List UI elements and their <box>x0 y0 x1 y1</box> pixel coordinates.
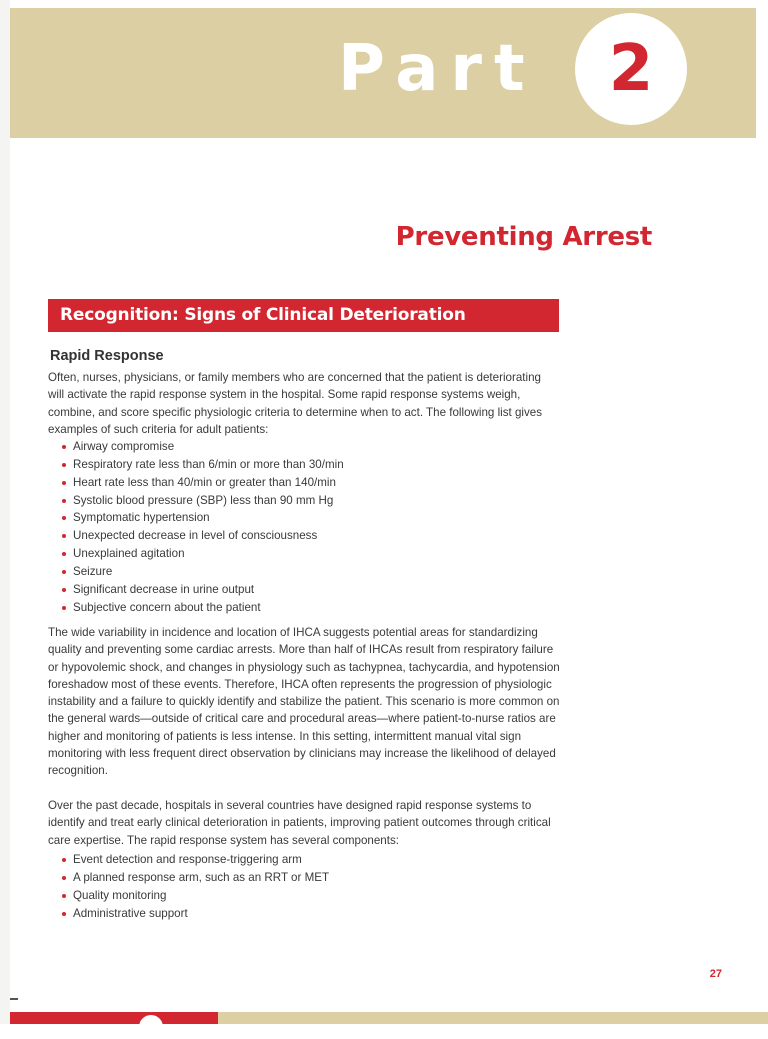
list-item: Systolic blood pressure (SBP) less than 90 mm Hg <box>48 492 560 510</box>
list-item: Unexplained agitation <box>48 545 560 563</box>
list-item: Symptomatic hypertension <box>48 509 560 527</box>
page-number: 27 <box>709 968 722 980</box>
criteria-list-block <box>48 438 560 616</box>
list-item: Administrative support <box>48 905 560 923</box>
intro-paragraph: Often, nurses, physicians, or family members who are concerned that the patient is deteriorating will activate the rapid response system in the hospital. Some rapid response systems weigh, combine, and score specific physiologic criteria to determine when to act. The following list gives examples of such criteria for adult patients: <box>48 371 543 436</box>
list-item: Unexpected decrease in level of consciousness <box>48 527 560 545</box>
page-left-edge <box>0 0 10 1024</box>
section-title: Recognition: Signs of Clinical Deterioration <box>60 305 466 325</box>
list-item: Seizure <box>48 563 560 581</box>
list-item: Significant decrease in urine output <box>48 581 560 599</box>
list-item: Subjective concern about the patient <box>48 599 560 617</box>
part-number: 2 <box>608 32 654 106</box>
list-item: Event detection and response-triggering arm <box>48 851 560 869</box>
components-list <box>48 851 560 922</box>
list-item: Heart rate less than 40/min or greater than 140/min <box>48 474 560 492</box>
criteria-list <box>48 438 560 616</box>
paragraph-3-block <box>48 797 560 849</box>
list-item: Respiratory rate less than 6/min or more than 30/min <box>48 456 560 474</box>
section-intro-block <box>48 369 560 438</box>
footer-red-band <box>10 1012 218 1024</box>
footer-circle <box>139 1015 163 1039</box>
edge-mark <box>10 998 18 1000</box>
list-item: A planned response arm, such as an RRT or MET <box>48 869 560 887</box>
body-paragraph: Over the past decade, hospitals in several countries have designed rapid response systems to identify and treat early clinical deterioration in patients, improving patient outcomes through critical care expertise. The rapid response system has several components: <box>48 799 551 847</box>
footer-tan-band <box>218 1012 768 1024</box>
list-item: Airway compromise <box>48 438 560 456</box>
subheading-rapid-response: Rapid Response <box>50 348 164 364</box>
part-title: Preventing Arrest <box>395 222 652 252</box>
body-paragraph: The wide variability in incidence and location of IHCA suggests potential areas for standardizing quality and preventing some cardiac arrests. More than half of IHCAs result from respiratory failure or hypovolemic shock, and changes in physiology such as tachypnea, tachycardia, and hypotension foreshadow most of these events. Therefore, IHCA often represents the progression of physiologic instability and a failure to quickly identify and stabilize the patient. This scenario is more common on the general wards—outside of critical care and procedural areas—where patient-to-nurse ratios are higher and monitoring of patients is less intense. In this setting, intermittent manual vital sign monitoring with less frequent direct observation by clinicians may increase the likelihood of delayed recognition. <box>48 626 560 778</box>
list-item: Quality monitoring <box>48 887 560 905</box>
part-label: Part <box>338 32 537 106</box>
components-list-block <box>48 851 560 922</box>
paragraph-2-block <box>48 624 560 780</box>
